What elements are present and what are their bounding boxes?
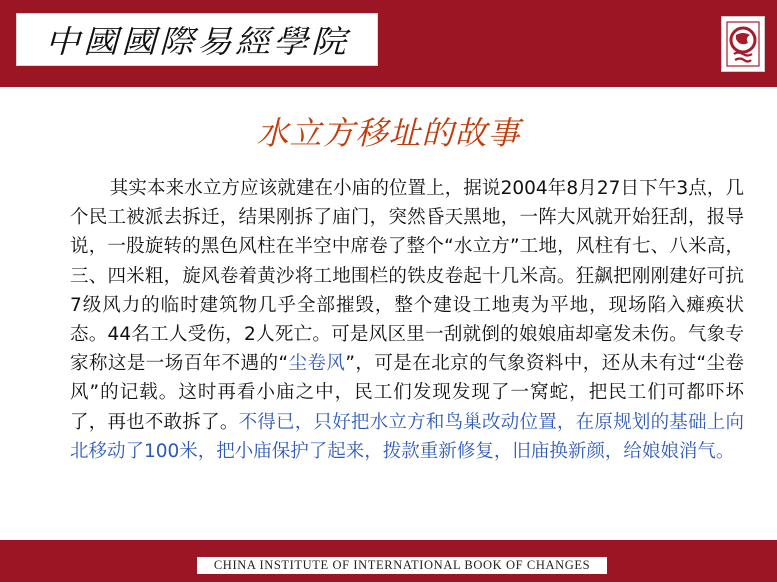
- story-text-part-2: ”，可是在北京的气象资料中，还从未有过“尘卷风”的记载。这时再看小庙之中，民工们发现发现了一窝蛇，把民工们可都吓坏了，再也不敢拆了。: [70, 353, 744, 433]
- logo-banner: [16, 13, 378, 66]
- story-highlight-ending: 不得已，只好把水立方和鸟巢改动位置，在原规划的基础上向北移动了100米，把小庙保护了起来，拨款重新修复，旧庙换新颜，给娘娘消气。: [70, 411, 744, 462]
- story-paragraph: [70, 174, 744, 466]
- header-band: [0, 0, 777, 87]
- institute-logo-text: 中國國際易經學院: [44, 24, 349, 61]
- story-highlight-term: 尘卷风: [288, 353, 346, 375]
- slide-title: 水立方移址的故事: [256, 114, 521, 152]
- seal-icon: [721, 16, 765, 72]
- footer-institute-name: CHINA INSTITUTE OF INTERNATIONAL BOOK OF CHANGES: [213, 558, 591, 572]
- seal-emblem: [726, 21, 760, 67]
- footer-label-box: [197, 557, 607, 574]
- story-text-part-1: 其实本来水立方应该就建在小庙的位置上，据说2004年8月27日下午3点，几个民工被派去拆迁，结果刚拆了庙门，突然昏天黑地，一阵大风就开始狂刮，报导说，一股旋转的黑色风柱在半空中席卷了整个“水立方”工地，风柱有七、八米高，三、四米粗，旋风卷着黄沙将工地围栏的铁皮卷起十几米高。狂飙把刚刚建好可抗7级风力的临时建筑物几乎全部摧毁，整个建设工地夷为平地，现场陷入瘫痪状态。44名工人受伤，2人死亡。可是风区里一刮就倒的娘娘庙却毫发未伤。气象专家称这是一场百年不遇的“: [70, 178, 744, 375]
